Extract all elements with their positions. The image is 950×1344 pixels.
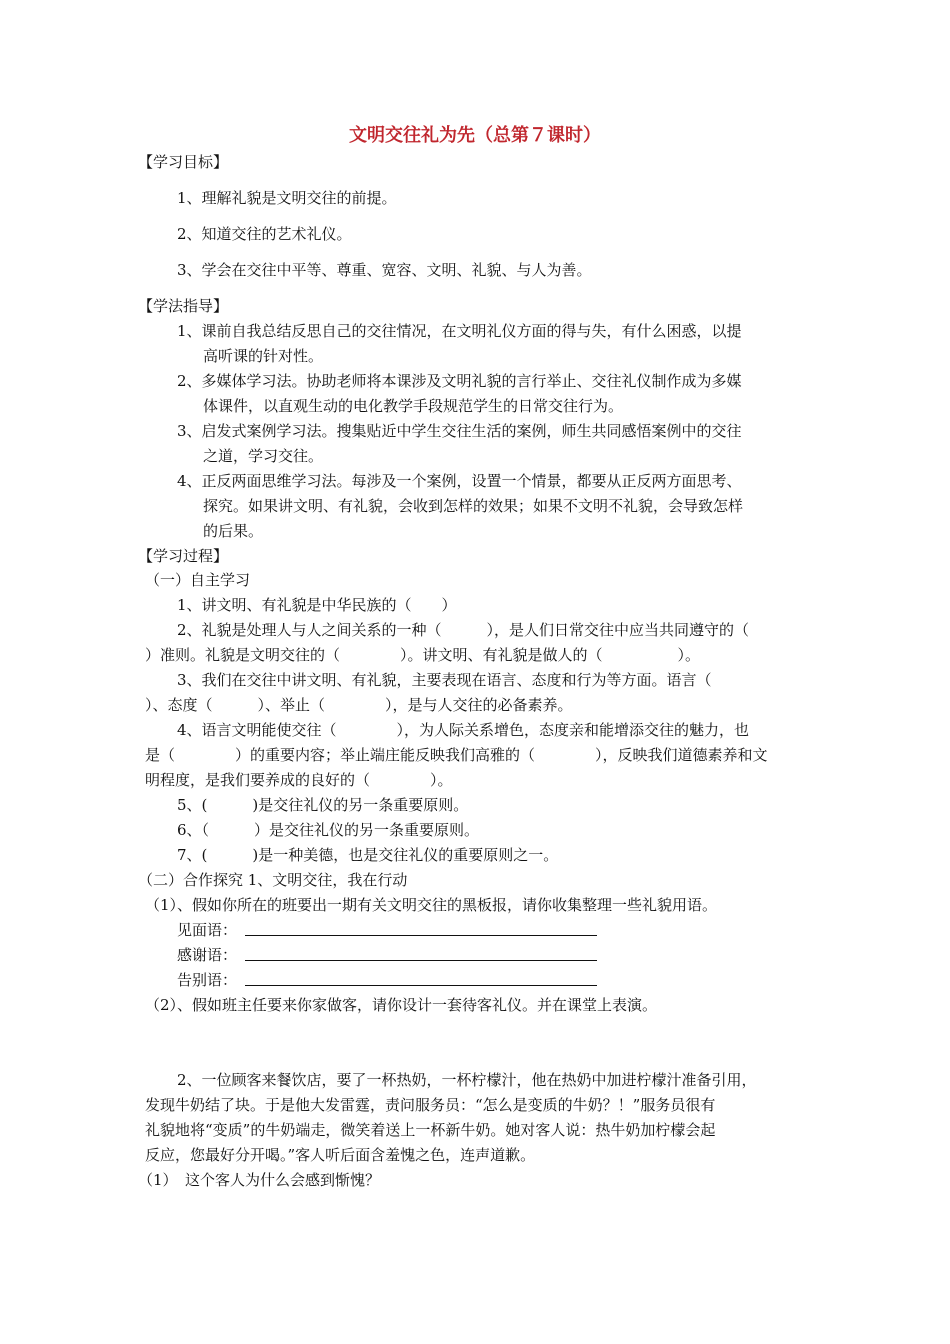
fill-blank-line: 2、礼貌是处理人与人之间关系的一种（ ），是人们日常交往中应当共同遵守的（ (177, 621, 750, 639)
methods-heading: 【学法指导】 (138, 297, 229, 315)
fill-blank-line: 6、（ ）是交往礼仪的另一条重要原则。 (177, 821, 480, 839)
part1-heading: （一）自主学习 (145, 571, 251, 589)
process-heading: 【学习过程】 (138, 547, 229, 565)
fill-blank-line: 5、( )是交往礼仪的另一条重要原则。 (177, 796, 469, 814)
method-line: 体课件，以直观生动的电化教学手段规范学生的日常交往行为。 (203, 397, 624, 415)
method-line: 探究。如果讲文明、有礼貌，会收到怎样的效果；如果不文明不礼貌，会导致怎样 (203, 497, 744, 515)
fill-blank-line: 3、我们在交往中讲文明、有礼貌，主要表现在语言、态度和行为等方面。语言（ (177, 671, 712, 689)
story-line: 2、一位顾客来餐饮店，要了一杯热奶，一杯柠檬汁，他在热奶中加进柠檬汁准备引用， (177, 1071, 757, 1089)
fill-blank-line: 1、讲文明、有礼貌是中华民族的（ ） (177, 596, 457, 614)
method-line: 之道，学习交往。 (203, 447, 324, 465)
part2-heading: （二）合作探究 1、文明交往，我在行动 (138, 871, 408, 889)
question-1: （1）、假如你所在的班要出一期有关文明交往的黑板报，请你收集整理一些礼貌用语。 (145, 896, 718, 914)
method-line: 的后果。 (203, 522, 264, 540)
fill-blank-line: ）准则。礼貌是文明交往的（ ）。讲文明、有礼貌是做人的（ ）。 (145, 646, 701, 664)
phrase-label-farewell: 告别语： (177, 971, 238, 989)
method-line: 1、课前自我总结反思自己的交往情况，在文明礼仪方面的得与失，有什么困惑，以提 (177, 322, 742, 340)
goals-heading: 【学习目标】 (138, 153, 229, 171)
question-2: （2）、假如班主任要来你家做客，请你设计一套待客礼仪。并在课堂上表演。 (145, 996, 658, 1014)
method-line: 4、正反两面思维学习法。每涉及一个案例，设置一个情景，都要从正反两方面思考、 (177, 472, 742, 490)
phrase-label-greeting: 见面语： (177, 921, 238, 939)
goal-item: 3、学会在交往中平等、尊重、宽容、文明、礼貌、与人为善。 (177, 261, 592, 279)
answer-line[interactable] (245, 935, 597, 936)
story-line: 反应，您最好分开喝。”客人听后面含羞愧之色，连声道歉。 (145, 1146, 536, 1164)
answer-line[interactable] (245, 985, 597, 986)
answer-line[interactable] (245, 960, 597, 961)
phrase-label-thanks: 感谢语： (177, 946, 238, 964)
story-line: 礼貌地将“变质”的牛奶端走，微笑着送上一杯新牛奶。她对客人说：热牛奶加柠檬会起 (145, 1121, 716, 1139)
goal-item: 2、知道交往的艺术礼仪。 (177, 225, 352, 243)
fill-blank-line: 明程度，是我们要养成的良好的（ ）。 (145, 771, 453, 789)
fill-blank-line: 是（ ）的重要内容；举止端庄能反映我们高雅的（ ），反映我们道德素养和文 (145, 746, 768, 764)
method-line: 2、多媒体学习法。协助老师将本课涉及文明礼貌的言行举止、交往礼仪制作成为多媒 (177, 372, 742, 390)
method-line: 3、启发式案例学习法。搜集贴近中学生交往生活的案例，师生共同感悟案例中的交往 (177, 422, 742, 440)
story-question: （1） 这个客人为什么会感到惭愧？ (138, 1171, 381, 1189)
fill-blank-line: ）、态度（ ）、举止（ ），是与人交往的必备素养。 (145, 696, 573, 714)
goal-item: 1、理解礼貌是文明交往的前提。 (177, 189, 397, 207)
method-line: 高听课的针对性。 (203, 347, 324, 365)
story-line: 发现牛奶结了块。于是他大发雷霆，责问服务员：“怎么是变质的牛奶？！”服务员很有 (145, 1096, 716, 1114)
fill-blank-line: 7、( )是一种美德，也是交往礼仪的重要原则之一。 (177, 846, 559, 864)
fill-blank-line: 4、语言文明能使交往（ ），为人际关系增色，态度亲和能增添交往的魅力，也 (177, 721, 750, 739)
page-title: 文明交往礼为先（总第７课时） (349, 125, 601, 146)
